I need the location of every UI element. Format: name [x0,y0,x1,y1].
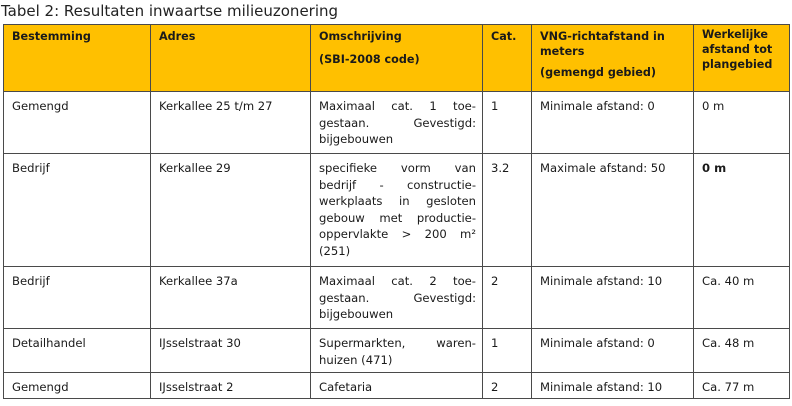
cell-bestemming: Gemengd [4,92,151,154]
cell-cat: 1 [483,329,532,373]
cell-omschrijving: specifieke vorm van bedrijf - constructie-werkplaats in gesloten gebouw met productie-oppervlakte > 200 m² (251) [311,154,483,267]
results-table [3,24,790,399]
cell-bestemming: Bedrijf [4,267,151,329]
cell-werkelijk: Ca. 48 m [694,329,790,373]
header-werkelijk: Werkelijke afstand tot plangebied [694,25,790,92]
header-omschrijving-sub: (SBI-2008 code) [319,53,420,66]
cell-omschrijving: Supermarkten, waren-huizen (471) [311,329,483,373]
cell-vng: Minimale afstand: 0 [532,329,694,373]
cell-adres: Kerkallee 37a [151,267,311,329]
cell-bestemming: Gemengd [4,373,151,399]
table-header-row [4,25,790,92]
cell-werkelijk: Ca. 77 m [694,373,790,399]
table-row [4,154,790,267]
header-vng [532,25,694,92]
cell-omschrijving: Cafetaria [311,373,483,399]
header-adres: Adres [151,25,311,92]
cell-cat: 3.2 [483,154,532,267]
cell-omschrijving: Maximaal cat. 2 toe-gestaan. Gevestigd: bijgebouwen [311,267,483,329]
cell-cat: 1 [483,92,532,154]
cell-werkelijk: Ca. 40 m [694,267,790,329]
header-omschrijving [311,25,483,92]
header-vng-sub: (gemengd gebied) [540,66,656,79]
table-row [4,373,790,399]
header-omschrijving-main: Omschrijving [319,30,402,43]
cell-vng: Maximale afstand: 50 [532,154,694,267]
table-row [4,329,790,373]
header-bestemming: Bestemming [4,25,151,92]
cell-vng: Minimale afstand: 0 [532,92,694,154]
cell-cat: 2 [483,267,532,329]
header-vng-main: VNG-richtafstand in meters [540,30,665,58]
table-caption: Tabel 2: Resultaten inwaartse milieuzonering [1,2,339,20]
header-cat: Cat. [483,25,532,92]
cell-adres: Kerkallee 25 t/m 27 [151,92,311,154]
table-row [4,267,790,329]
cell-werkelijk: 0 m [694,92,790,154]
cell-omschrijving: Maximaal cat. 1 toe-gestaan. Gevestigd: bijgebouwen [311,92,483,154]
table-row [4,92,790,154]
cell-adres: Kerkallee 29 [151,154,311,267]
cell-vng: Minimale afstand: 10 [532,267,694,329]
cell-adres: IJsselstraat 30 [151,329,311,373]
cell-cat: 2 [483,373,532,399]
cell-adres: IJsselstraat 2 [151,373,311,399]
cell-bestemming: Detailhandel [4,329,151,373]
cell-vng: Minimale afstand: 10 [532,373,694,399]
cell-werkelijk: 0 m [694,154,790,267]
cell-bestemming: Bedrijf [4,154,151,267]
